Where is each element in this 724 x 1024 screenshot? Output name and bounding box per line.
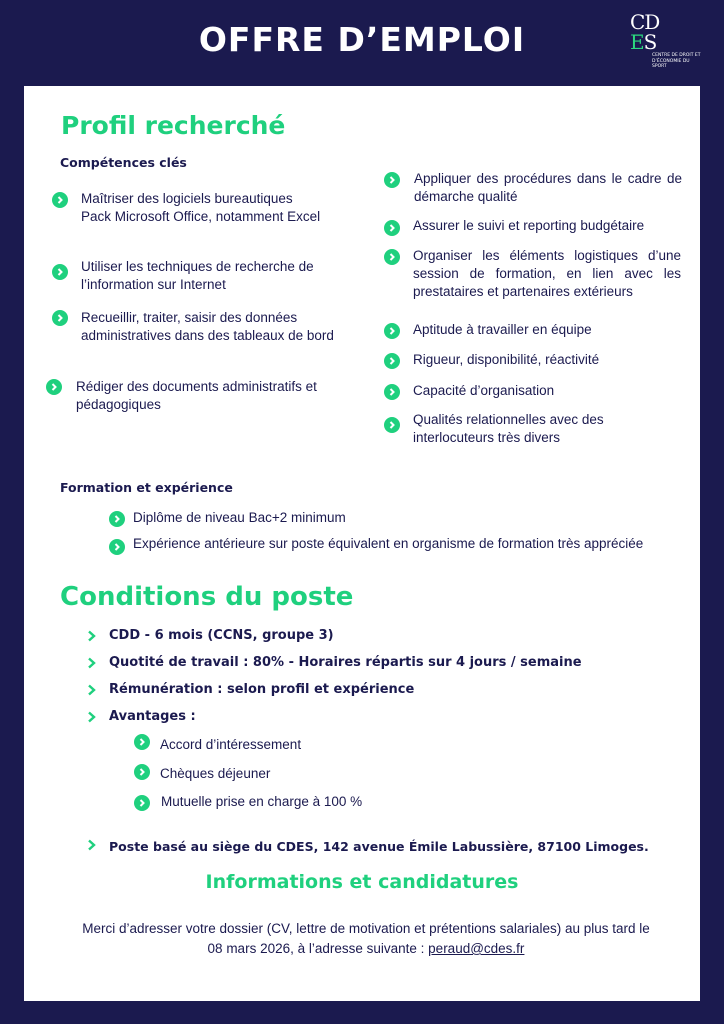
location-text: Poste basé au siège du CDES, 142 avenue Émile Labussière, 87100 Limoges.	[109, 839, 649, 854]
formation-label: Formation et expérience	[60, 480, 233, 495]
profil-title: Profil recherché	[61, 111, 286, 140]
formation-item: Expérience antérieure sur poste équivalent en organisme de formation très appréciée	[133, 536, 644, 551]
condition-item: Rémunération : selon profil et expérience	[109, 682, 415, 697]
competence-item: Assurer le suivi et reporting budgétaire	[413, 218, 645, 233]
competence-item: Recueillir, traiter, saisir des données administratives dans des tableaux de bord	[81, 310, 334, 343]
logo-caption: CENTRE DE DROIT ET D’ÉCONOMIE DU SPORT	[652, 53, 701, 69]
chevron-bullet-icon	[384, 323, 400, 339]
chevron-bullet-icon	[384, 384, 400, 400]
chevron-bullet-icon	[134, 764, 150, 780]
competence-item: Appliquer des procédures dans le cadre de démarche qualité	[414, 171, 682, 204]
email-link[interactable]: peraud@cdes.fr	[428, 941, 525, 956]
avantage-item: Mutuelle prise en charge à 100 %	[161, 794, 363, 809]
chevron-bullet-icon	[384, 417, 400, 433]
chevron-bullet-icon	[52, 264, 68, 280]
competence-item: Organiser les éléments logistiques d’une session de formation, en lien avec les prestataires et partenaires extérieurs	[413, 248, 681, 299]
chevron-right-icon	[87, 657, 97, 669]
chevron-right-icon	[87, 630, 97, 642]
chevron-bullet-icon	[384, 249, 400, 265]
chevron-bullet-icon	[384, 353, 400, 369]
page-title: OFFRE D’EMPLOI	[198, 20, 526, 59]
competence-item: Utiliser les techniques de recherche de l’information sur Internet	[81, 259, 314, 292]
chevron-bullet-icon	[52, 310, 68, 326]
competence-item: Qualités relationnelles avec des interlocuteurs très divers	[413, 412, 604, 445]
condition-item: Quotité de travail : 80% - Horaires répartis sur 4 jours / semaine	[109, 655, 582, 670]
chevron-right-icon	[87, 711, 97, 723]
chevron-bullet-icon	[109, 511, 125, 527]
chevron-bullet-icon	[384, 172, 400, 188]
chevron-right-icon	[87, 684, 97, 696]
competence-item: Maîtriser des logiciels bureautiques Pack Microsoft Office, notamment Excel	[81, 191, 321, 224]
avantage-item: Accord d’intéressement	[160, 737, 302, 752]
cdes-logo	[630, 12, 700, 76]
chevron-bullet-icon	[384, 220, 400, 236]
competences-label: Compétences clés	[60, 155, 187, 170]
condition-item: Avantages :	[109, 709, 196, 724]
formation-item: Diplôme de niveau Bac+2 minimum	[133, 510, 346, 525]
chevron-bullet-icon	[134, 795, 150, 811]
competence-item: Aptitude à travailler en équipe	[413, 322, 592, 337]
chevron-right-icon	[87, 839, 97, 851]
logo-mark: CD ES	[630, 10, 660, 54]
condition-item: CDD - 6 mois (CCNS, groupe 3)	[109, 628, 334, 643]
competence-item: Rédiger des documents administratifs et pédagogiques	[76, 379, 317, 412]
info-title: Informations et candidatures	[205, 871, 519, 893]
info-text: Merci d’adresser votre dossier (CV, lettre de motivation et prétentions salariales) au plus tard le 08 mars 2026, à l’adresse suivante : peraud@cdes.fr	[82, 921, 650, 956]
competence-item: Rigueur, disponibilité, réactivité	[413, 352, 600, 367]
chevron-bullet-icon	[46, 379, 62, 395]
competence-item: Capacité d’organisation	[413, 383, 555, 398]
chevron-bullet-icon	[134, 734, 150, 750]
chevron-bullet-icon	[109, 539, 125, 555]
avantage-item: Chèques déjeuner	[160, 766, 271, 781]
conditions-title: Conditions du poste	[60, 582, 354, 612]
chevron-bullet-icon	[52, 192, 68, 208]
content-card	[24, 86, 700, 1001]
